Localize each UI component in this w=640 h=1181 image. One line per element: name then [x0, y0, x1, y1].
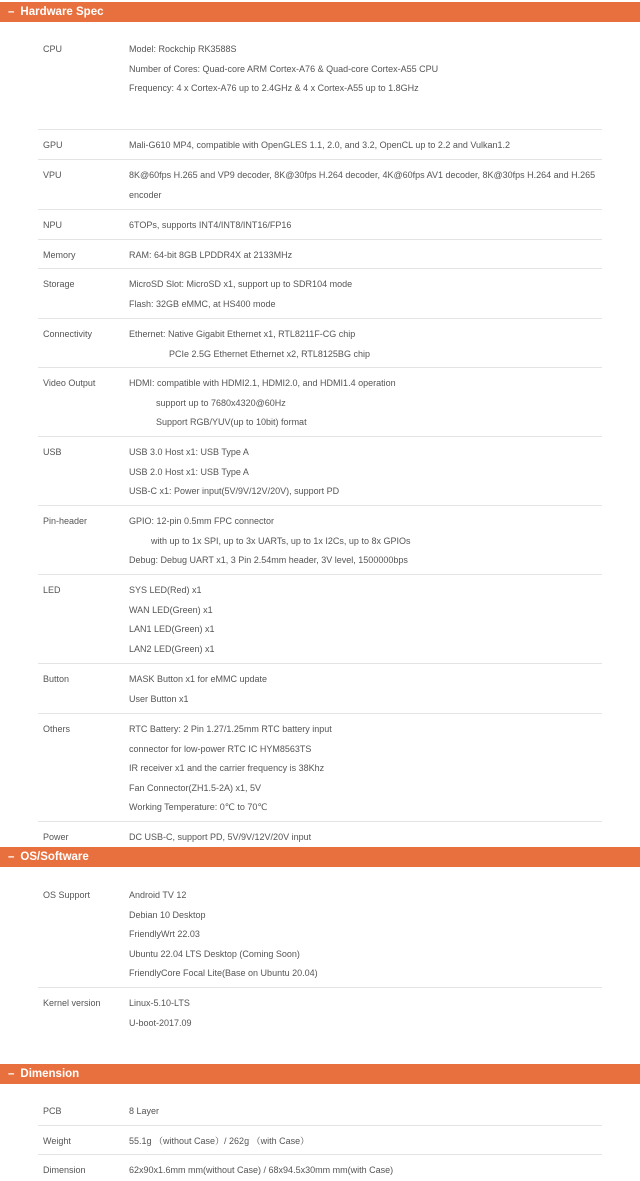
- spec-value: support up to 7680x4320@60Hz: [156, 397, 286, 408]
- collapse-icon[interactable]: –: [8, 851, 15, 863]
- spec-value: MASK Button x1 for eMMC update: [129, 674, 268, 684]
- spec-value: LAN1 LED(Green) x1: [129, 624, 215, 635]
- spec-label: PCB: [43, 1106, 62, 1116]
- spec-value: Ethernet: Native Gigabit Ethernet x1, RTL8211F-CG chip: [129, 329, 356, 339]
- spec-value: DC USB-C, support PD, 5V/9V/12V/20V input: [129, 832, 312, 842]
- spec-label: Dimension: [43, 1165, 86, 1175]
- spec-label: Memory: [43, 250, 76, 260]
- spec-label: Storage: [43, 279, 75, 289]
- spec-value: USB 2.0 Host x1: USB Type A: [129, 466, 249, 477]
- spec-value: RAM: 64-bit 8GB LPDDR4X at 2133MHz: [129, 250, 293, 260]
- spec-value: Support RGB/YUV(up to 10bit) format: [156, 417, 307, 428]
- spec-value: connector for low-power RTC IC HYM8563TS: [129, 743, 312, 754]
- section-title: OS/Software: [20, 851, 89, 863]
- spec-label: CPU: [43, 44, 63, 54]
- spec-row-connectivity: [38, 319, 602, 368]
- spec-row-kernel-version: [38, 988, 602, 1038]
- spec-label: Weight: [43, 1136, 71, 1146]
- spec-label: Pin-header: [43, 516, 88, 526]
- spec-value: MicroSD Slot: MicroSD x1, support up to SDR104 mode: [129, 279, 353, 289]
- spec-value: USB-C x1: Power input(5V/9V/12V/20V), support PD: [129, 486, 340, 497]
- spec-value: User Button x1: [129, 693, 189, 704]
- spec-label: USB: [43, 447, 62, 457]
- spec-value: FriendlyCore Focal Lite(Base on Ubuntu 20.04): [129, 968, 318, 979]
- collapse-icon[interactable]: –: [8, 6, 15, 18]
- spec-value: RTC Battery: 2 Pin 1.27/1.25mm RTC battery input: [129, 724, 332, 734]
- spec-value: with up to 1x SPI, up to 3x UARTs, up to 1x I2Cs, up to 8x GPIOs: [151, 535, 411, 546]
- spec-value: 8K@60fps H.265 and VP9 decoder, 8K@30fps H.264 decoder, 4K@60fps AV1 decoder, 8K@30fps H.264 and H.265: [129, 170, 596, 180]
- section-title: Dimension: [20, 1068, 80, 1080]
- spec-row-storage: [38, 269, 602, 319]
- spec-value: Working Temperature: 0℃ to 70℃: [129, 802, 268, 813]
- spec-value: 62x90x1.6mm mm(without Case) / 68x94.5x30mm mm(with Case): [129, 1165, 394, 1175]
- spec-row-memory: [38, 240, 602, 269]
- spec-row-pin-header: [38, 506, 602, 575]
- spec-row-os-support: [38, 880, 602, 988]
- spec-value: SYS LED(Red) x1: [129, 585, 202, 595]
- spec-value: Number of Cores: Quad-core ARM Cortex-A76 & Quad-core Cortex-A55 CPU: [129, 63, 439, 74]
- spec-row-others: [38, 714, 602, 822]
- spec-value: Debian 10 Desktop: [129, 909, 206, 920]
- spec-value: Linux-5.10-LTS: [129, 998, 190, 1008]
- spec-value: GPIO: 12-pin 0.5mm FPC connector: [129, 516, 275, 526]
- spec-row-weight: [38, 1126, 602, 1155]
- spec-value: Ubuntu 22.04 LTS Desktop (Coming Soon): [129, 948, 300, 959]
- spec-row-usb: [38, 437, 602, 506]
- spec-label: Others: [43, 724, 71, 734]
- spec-value: Fan Connector(ZH1.5-2A) x1, 5V: [129, 782, 262, 793]
- spec-value: FriendlyWrt 22.03: [129, 929, 200, 940]
- spec-value: PCIe 2.5G Ethernet Ethernet x2, RTL8125BG chip: [169, 348, 370, 359]
- spec-value: Mali-G610 MP4, compatible with OpenGLES 1.1, 2.0, and 3.2, OpenCL up to 2.2 and Vulkan1.2: [129, 140, 511, 150]
- dimension-table: [38, 1096, 602, 1177]
- section-header-os-software[interactable]: [0, 847, 640, 867]
- spec-label: GPU: [43, 140, 63, 150]
- spec-label: Connectivity: [43, 329, 93, 339]
- spec-row-video-output: [38, 368, 602, 437]
- spec-label: LED: [43, 585, 61, 595]
- spec-label: NPU: [43, 220, 63, 230]
- spec-value: Frequency: 4 x Cortex-A76 up to 2.4GHz & 4 x Cortex-A55 up to 1.8GHz: [129, 83, 419, 94]
- spec-row-button: [38, 664, 602, 714]
- spec-value: Debug: Debug UART x1, 3 Pin 2.54mm header, 3V level, 1500000bps: [129, 555, 408, 566]
- spec-row-cpu: [38, 34, 602, 130]
- spec-row-npu: [38, 210, 602, 240]
- hardware-spec-table: [38, 34, 602, 852]
- spec-value: 55.1g （without Case）/ 262g （with Case）: [129, 1136, 310, 1146]
- spec-label: Button: [43, 674, 70, 684]
- spec-value: 6TOPs, supports INT4/INT8/INT16/FP16: [129, 220, 292, 230]
- spec-value: 8 Layer: [129, 1106, 160, 1116]
- spec-value: Flash: 32GB eMMC, at HS400 mode: [129, 298, 276, 309]
- spec-label: OS Support: [43, 890, 91, 900]
- spec-row-led: [38, 575, 602, 664]
- spec-label: Video Output: [43, 378, 96, 388]
- spec-row-pcb: [38, 1096, 602, 1126]
- spec-label: VPU: [43, 170, 62, 180]
- spec-value: HDMI: compatible with HDMI2.1, HDMI2.0, and HDMI1.4 operation: [129, 378, 396, 388]
- spec-value: LAN2 LED(Green) x1: [129, 643, 215, 654]
- spec-row-vpu: [38, 160, 602, 210]
- spec-value: IR receiver x1 and the carrier frequency is 38Khz: [129, 763, 325, 774]
- spec-label: Power: [43, 832, 69, 842]
- spec-value: WAN LED(Green) x1: [129, 604, 213, 615]
- section-header-hardware[interactable]: [0, 2, 640, 22]
- spec-value: Android TV 12: [129, 890, 187, 900]
- spec-value: encoder: [129, 189, 162, 200]
- collapse-icon[interactable]: –: [8, 1068, 15, 1080]
- spec-row-dimension: [38, 1155, 602, 1177]
- section-header-dimension[interactable]: [0, 1064, 640, 1084]
- spec-row-gpu: [38, 130, 602, 160]
- spec-value: U-boot-2017.09: [129, 1017, 192, 1028]
- os-software-table: [38, 880, 602, 1038]
- section-title: Hardware Spec: [20, 6, 104, 18]
- spec-label: Kernel version: [43, 998, 101, 1008]
- spec-value: Model: Rockchip RK3588S: [129, 44, 237, 54]
- spec-value: USB 3.0 Host x1: USB Type A: [129, 447, 249, 457]
